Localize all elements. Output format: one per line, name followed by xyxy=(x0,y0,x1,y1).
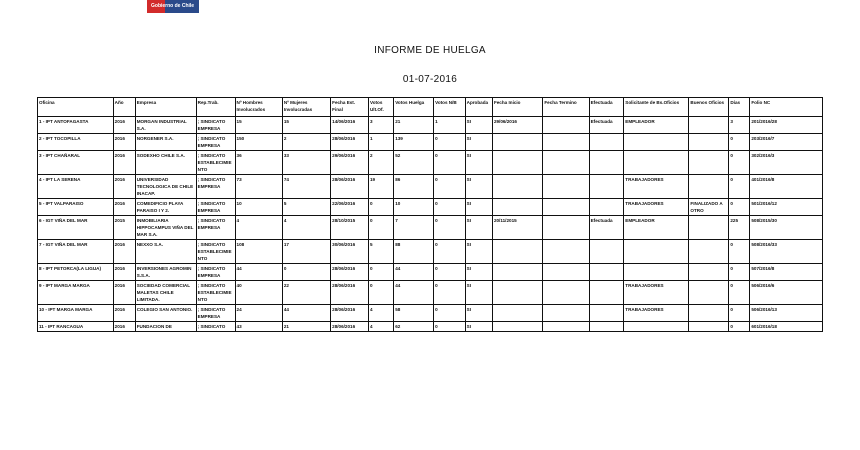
table-cell: 19 xyxy=(368,175,393,199)
table-row xyxy=(38,199,823,216)
table-cell: 4 xyxy=(368,305,393,322)
table-cell: SI xyxy=(465,322,492,332)
table-cell: 0 xyxy=(729,264,750,281)
table-cell: 11 - IPT RANCAGUA xyxy=(38,322,114,332)
table-row xyxy=(38,117,823,134)
column-header: Buenos Oficios xyxy=(689,98,729,117)
table-cell xyxy=(492,240,542,264)
table-cell: 15 xyxy=(282,117,330,134)
table-cell: 2 xyxy=(282,134,330,151)
table-cell: COLEGIO SAN ANTONIO. xyxy=(135,305,196,322)
table-row xyxy=(38,134,823,151)
table-cell: NORGENER S.A. xyxy=(135,134,196,151)
table-row xyxy=(38,240,823,264)
table-cell xyxy=(543,305,589,322)
table-cell xyxy=(589,322,624,332)
table-cell: 58 xyxy=(394,305,434,322)
table-cell: ; SINDICATO EMPRESA xyxy=(196,134,235,151)
table-cell: 5 - IPT VALPARAISO xyxy=(38,199,114,216)
table-cell xyxy=(543,151,589,175)
table-cell xyxy=(543,281,589,305)
table-cell: SI xyxy=(465,305,492,322)
column-header: Empresa xyxy=(135,98,196,117)
table-cell: 22 xyxy=(282,281,330,305)
table-cell: 0 xyxy=(434,134,466,151)
table-cell: 7 xyxy=(394,216,434,240)
table-cell: 2016 xyxy=(113,117,135,134)
table-cell: SOCIEDAD COMERCIAL MALETAS CHILE LIMITADA. xyxy=(135,281,196,305)
table-cell: 601/2016/18 xyxy=(750,322,823,332)
table-cell: 2016 xyxy=(113,305,135,322)
table-cell: SI xyxy=(465,240,492,264)
table-cell xyxy=(624,151,689,175)
table-cell xyxy=(689,117,729,134)
table-cell: 3 xyxy=(729,117,750,134)
table-cell: 0 xyxy=(434,216,466,240)
table-cell: 4 xyxy=(282,216,330,240)
table-header-row xyxy=(38,98,823,117)
table-row xyxy=(38,322,823,332)
table-cell: 52 xyxy=(394,151,434,175)
table-cell: FUNDACION DE xyxy=(135,322,196,332)
table-cell xyxy=(543,175,589,199)
table-cell: 40 xyxy=(235,281,282,305)
table-cell: 88 xyxy=(394,240,434,264)
table-cell: 501/2016/12 xyxy=(750,199,823,216)
table-cell: 2016 xyxy=(113,175,135,199)
table-cell: 2 xyxy=(368,151,393,175)
table-cell: 0 xyxy=(729,151,750,175)
table-cell: 28/06/2016 xyxy=(331,134,369,151)
table-cell: 14/06/2016 xyxy=(331,117,369,134)
table-cell: 10 xyxy=(235,199,282,216)
table-cell: 203/2016/7 xyxy=(750,134,823,151)
table-cell: TRABAJADORES xyxy=(624,175,689,199)
table-cell: 36 xyxy=(235,151,282,175)
table-cell xyxy=(589,134,624,151)
table-cell: 2 - IPT TOCOPILLA xyxy=(38,134,114,151)
table-cell xyxy=(624,264,689,281)
table-cell: ; SINDICATO EMPRESA xyxy=(196,264,235,281)
table-cell: 150 xyxy=(235,134,282,151)
table-cell xyxy=(589,264,624,281)
table-cell: SI xyxy=(465,134,492,151)
table-cell: 0 xyxy=(282,264,330,281)
table-row xyxy=(38,216,823,240)
table-cell: 2016 xyxy=(113,322,135,332)
table-cell: 506/2016/13 xyxy=(750,305,823,322)
table-cell: 0 xyxy=(729,175,750,199)
table-cell xyxy=(589,175,624,199)
table-cell: 43 xyxy=(235,322,282,332)
table-cell: 22/06/2016 xyxy=(331,199,369,216)
table-cell: ; SINDICATO EMPRESA xyxy=(196,117,235,134)
table-cell: INMOBILIARIA HIPPOCAMPUS VIÑA DEL MAR S.A. xyxy=(135,216,196,240)
table-cell: 2016 xyxy=(113,134,135,151)
table-cell: 0 xyxy=(729,322,750,332)
table-cell: EMPLEADOR xyxy=(624,117,689,134)
table-cell: 507/2016/8 xyxy=(750,264,823,281)
table-cell: 0 xyxy=(434,240,466,264)
table-cell: 8 - IPT PETORCA(LA LIGUA) xyxy=(38,264,114,281)
column-header: Rep.Trab. xyxy=(196,98,235,117)
table-cell: 44 xyxy=(394,264,434,281)
table-cell: NEXXO S.A. xyxy=(135,240,196,264)
table-cell: SODEXHO CHILE S.A. xyxy=(135,151,196,175)
table-cell: ; SINDICATO ESTABLECIMIENTO xyxy=(196,240,235,264)
report-title: INFORME DE HUELGA xyxy=(374,45,486,56)
table-cell: 24 xyxy=(235,305,282,322)
table-cell xyxy=(492,151,542,175)
table-cell: EMPLEADOR xyxy=(624,216,689,240)
table-cell xyxy=(492,305,542,322)
column-header: Fecha Termino xyxy=(543,98,589,117)
table-cell xyxy=(624,240,689,264)
table-cell: 0 xyxy=(729,305,750,322)
table-cell xyxy=(589,151,624,175)
table-cell: 17 xyxy=(282,240,330,264)
table-cell: Efectuada xyxy=(589,216,624,240)
table-cell: 0 xyxy=(368,216,393,240)
table-cell: ; SINDICATO EMPRESA xyxy=(196,216,235,240)
table-cell: UNIVERSIDAD TECNOLOGICA DE CHILE INACAP. xyxy=(135,175,196,199)
table-cell: 2016 xyxy=(113,151,135,175)
table-cell: 108 xyxy=(235,240,282,264)
table-cell xyxy=(624,134,689,151)
table-cell: 44 xyxy=(282,305,330,322)
column-header: Oficina xyxy=(38,98,114,117)
table-cell: SI xyxy=(465,216,492,240)
table-cell: 44 xyxy=(235,264,282,281)
table-cell xyxy=(589,240,624,264)
table-cell: 29/06/2016 xyxy=(331,151,369,175)
table-cell xyxy=(689,281,729,305)
table-body xyxy=(38,117,823,332)
strike-report-table xyxy=(37,97,823,332)
table-cell: 139 xyxy=(394,134,434,151)
table-cell: 21 xyxy=(282,322,330,332)
table-cell xyxy=(543,322,589,332)
table-cell: 28/06/2016 xyxy=(331,264,369,281)
table-cell: 4 xyxy=(235,216,282,240)
column-header: Nº Mujeres Involucradas xyxy=(282,98,330,117)
table-cell: 0 xyxy=(729,281,750,305)
column-header: Votos N/B xyxy=(434,98,466,117)
table-cell: SI xyxy=(465,117,492,134)
table-cell: 28/06/2016 xyxy=(331,281,369,305)
table-cell xyxy=(689,264,729,281)
table-cell: 28/06/2016 xyxy=(331,322,369,332)
table-cell: INVERSIONES AGROMIN S.S.A. xyxy=(135,264,196,281)
table-cell: 0 xyxy=(434,264,466,281)
table-cell: SI xyxy=(465,264,492,281)
table-cell: 86 xyxy=(394,175,434,199)
column-header: Nº Hombres Involucrados xyxy=(235,98,282,117)
table-cell: 4 - IPT LA SERENA xyxy=(38,175,114,199)
column-header: Fecha Est. Final xyxy=(331,98,369,117)
table-cell: 44 xyxy=(394,281,434,305)
table-cell: ; SINDICATO xyxy=(196,322,235,332)
table-row xyxy=(38,264,823,281)
table-cell: 2016 xyxy=(113,281,135,305)
table-cell: 0 xyxy=(434,199,466,216)
table-cell: SI xyxy=(465,151,492,175)
column-header: Año xyxy=(113,98,135,117)
table-cell: 1 xyxy=(368,134,393,151)
table-cell: 225 xyxy=(729,216,750,240)
table-row xyxy=(38,175,823,199)
table-cell: 5 xyxy=(368,240,393,264)
table-cell xyxy=(492,322,542,332)
table-cell: 20/11/2015 xyxy=(492,216,542,240)
table-cell xyxy=(589,305,624,322)
table-cell: 2015 xyxy=(113,216,135,240)
table-cell: TRABAJADORES xyxy=(624,305,689,322)
table-cell xyxy=(689,151,729,175)
table-cell: 5 xyxy=(282,199,330,216)
table-row xyxy=(38,281,823,305)
table-cell: 28/06/2016 xyxy=(331,305,369,322)
table-cell xyxy=(492,175,542,199)
table-cell xyxy=(543,134,589,151)
table-cell: 10 xyxy=(394,199,434,216)
table-cell: 28/06/2016 xyxy=(331,175,369,199)
table-cell: SI xyxy=(465,199,492,216)
table-cell: 2016 xyxy=(113,199,135,216)
table-cell xyxy=(543,117,589,134)
table-cell xyxy=(589,281,624,305)
table-cell: Efectuada xyxy=(589,117,624,134)
table-cell: 62 xyxy=(394,322,434,332)
table-cell: ; SINDICATO EMPRESA xyxy=(196,199,235,216)
table-cell: SI xyxy=(465,175,492,199)
table-cell: ; SINDICATO EMPRESA xyxy=(196,175,235,199)
table-cell: 4 xyxy=(368,322,393,332)
table-cell: 15 xyxy=(235,117,282,134)
table-cell: FINALIZADO A OTRO xyxy=(689,199,729,216)
table-cell xyxy=(492,199,542,216)
table-cell: SI xyxy=(465,281,492,305)
column-header: Aprobada xyxy=(465,98,492,117)
table-cell: 3 xyxy=(368,117,393,134)
gobierno-logo xyxy=(147,0,199,14)
table-cell: 74 xyxy=(282,175,330,199)
table-cell: 29/06/2016 xyxy=(492,117,542,134)
column-header: Efectuada xyxy=(589,98,624,117)
column-header: Votos Ult.Of. xyxy=(368,98,393,117)
table-cell: 0 xyxy=(434,305,466,322)
table-cell xyxy=(543,199,589,216)
table-cell: 0 xyxy=(434,322,466,332)
table-cell xyxy=(689,240,729,264)
table-cell xyxy=(689,216,729,240)
table-cell xyxy=(492,281,542,305)
table-row xyxy=(38,151,823,175)
table-cell: 2016 xyxy=(113,264,135,281)
table-cell: 0 xyxy=(434,151,466,175)
table-cell xyxy=(624,322,689,332)
column-header: Votos Huelga xyxy=(394,98,434,117)
table-cell: 1 - IPT ANTOFAGASTA xyxy=(38,117,114,134)
table-cell: 1 xyxy=(434,117,466,134)
table-cell xyxy=(492,264,542,281)
table-cell: 10 - IPT MARGA MARGA xyxy=(38,305,114,322)
table-cell: 0 xyxy=(368,199,393,216)
table-cell: 0 xyxy=(434,281,466,305)
table-cell xyxy=(543,264,589,281)
table-cell: TRABAJADORES xyxy=(624,281,689,305)
table-cell xyxy=(689,134,729,151)
table-cell: 73 xyxy=(235,175,282,199)
column-header: Solicitante de Bs.Oficios xyxy=(624,98,689,117)
table-cell: 401/2016/8 xyxy=(750,175,823,199)
table-cell: 7 - IGT VIÑA DEL MAR xyxy=(38,240,114,264)
table-cell xyxy=(689,305,729,322)
table-cell: 28/10/2015 xyxy=(331,216,369,240)
table-cell: 508/2016/33 xyxy=(750,240,823,264)
table-cell: 33 xyxy=(282,151,330,175)
table-cell: ; SINDICATO EMPRESA xyxy=(196,305,235,322)
table-cell: 0 xyxy=(368,281,393,305)
column-header: Folio NC xyxy=(750,98,823,117)
table-cell: 302/2016/3 xyxy=(750,151,823,175)
report-date: 01-07-2016 xyxy=(402,74,458,85)
table-row xyxy=(38,305,823,322)
table-cell xyxy=(689,322,729,332)
table-cell: 0 xyxy=(368,264,393,281)
table-cell: 2016 xyxy=(113,240,135,264)
column-header: Fecha Inicio xyxy=(492,98,542,117)
table-cell: ; SINDICATO ESTABLECIMIENTO xyxy=(196,281,235,305)
table-cell: ; SINDICATO ESTABLECIMIENTO xyxy=(196,151,235,175)
table-cell: 508/2015/30 xyxy=(750,216,823,240)
logo-text: Gobierno de Chile xyxy=(151,3,195,9)
table-cell: 9 - IPT MARGA MARGA xyxy=(38,281,114,305)
table-cell: 0 xyxy=(729,134,750,151)
table-cell xyxy=(492,134,542,151)
table-cell: 3 - IPT CHAÑARAL xyxy=(38,151,114,175)
table-cell: TRABAJADORES xyxy=(624,199,689,216)
table-cell: COMEDIFICIO PLAYA PARAISO I Y 2. xyxy=(135,199,196,216)
table-cell: 201/2016/28 xyxy=(750,117,823,134)
table-cell: 21 xyxy=(394,117,434,134)
table-cell: 0 xyxy=(729,240,750,264)
table-cell xyxy=(543,216,589,240)
column-header: Días xyxy=(729,98,750,117)
table-cell xyxy=(589,199,624,216)
table-cell xyxy=(543,240,589,264)
table-cell xyxy=(689,175,729,199)
table-cell: 0 xyxy=(434,175,466,199)
table-cell: 0 xyxy=(729,199,750,216)
table-cell: 30/06/2016 xyxy=(331,240,369,264)
table-cell: 6 - IGT VIÑA DEL MAR xyxy=(38,216,114,240)
table-cell: 506/2016/6 xyxy=(750,281,823,305)
table-cell: MORGAN INDUSTRIAL S.A. xyxy=(135,117,196,134)
